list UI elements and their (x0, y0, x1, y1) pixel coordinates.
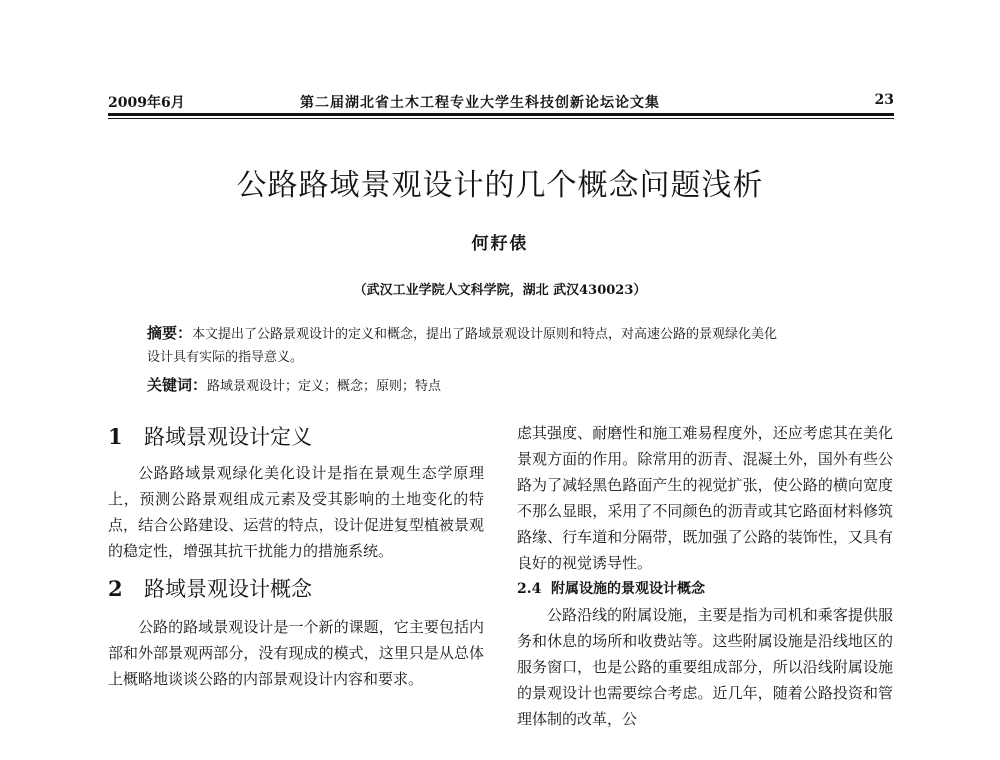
keywords-text: 路域景观设计；定义；概念；原则；特点 (207, 379, 442, 394)
paper-author: 何耔俵 (471, 234, 529, 254)
subsection-2-4-number: 2.4 (517, 581, 542, 597)
subsection-2-4-title: 附属设施的景观设计概念 (551, 581, 705, 597)
abstract-label: 摘要： (147, 324, 193, 342)
section-1-title: 路域景观设计定义 (144, 425, 312, 449)
running-header (108, 92, 894, 114)
header-page-number: 23 (874, 92, 894, 108)
right-column (517, 420, 893, 732)
subsection-2-4-heading (517, 576, 893, 602)
header-journal-title: 第二届湖北省土木工程专业大学生科技创新论坛论文集 (300, 95, 660, 111)
section-2-heading (108, 572, 484, 606)
section-2-paragraph: 公路的路域景观设计是一个新的课题，它主要包括内部和外部景观两部分，没有现成的模式，这里只是从总体上概略地谈谈公路的内部景观设计内容和要求。 (108, 618, 484, 688)
left-column (108, 420, 484, 692)
abstract-text-line2: 设计具有实际的指导意义。 (147, 350, 304, 365)
paper-title: 公路路域景观设计的几个概念问题浅析 (236, 168, 764, 203)
header-date: 2009年6月 (108, 95, 185, 111)
subsection-2-4-paragraph: 公路沿线的附属设施，主要是指为司机和乘客提供服务和休息的场所和收费站等。这些附属设施是沿线地区的服务窗口，也是公路的重要组成部分，所以沿线附属设施的景观设计也需要综合考虑。近几年，随着公路投资和管理体制的改革，公 (517, 606, 893, 728)
section-2-number: 2 (108, 576, 123, 601)
header-rule (108, 113, 894, 116)
section-1-number: 1 (108, 424, 123, 449)
section-1-heading (108, 420, 484, 454)
section-1-paragraph: 公路路域景观绿化美化设计是指在景观生态学原理上，预测公路景观组成元素及受其影响的土地变化的特点，结合公路建设、运营的特点，设计促进复型植被景观的稳定性，增强其抗干扰能力的措施系统。 (108, 464, 484, 560)
continued-paragraph: 虑其强度、耐磨性和施工难易程度外，还应考虑其在美化景观方面的作用。除常用的沥青、混凝土外，国外有些公路为了减轻黑色路面产生的视觉扩张，使公路的横向宽度不那么显眼，采用了不同颜色的沥青或其它路面材料修筑路缘、行车道和分隔带，既加强了公路的装饰性，又具有良好的视觉诱导性。 (517, 424, 893, 572)
keywords-label: 关键词： (147, 376, 208, 394)
section-2-title: 路域景观设计概念 (144, 577, 312, 601)
abstract-text-line1: 本文提出了公路景观设计的定义和概念，提出了路域景观设计原则和特点，对高速公路的景观绿化美化 (192, 327, 778, 342)
abstract (147, 322, 867, 369)
paper-affiliation: （武汉工业学院人文科学院，湖北 武汉430023） (353, 283, 647, 298)
keywords (147, 374, 867, 395)
header-rule-thin (108, 118, 894, 119)
